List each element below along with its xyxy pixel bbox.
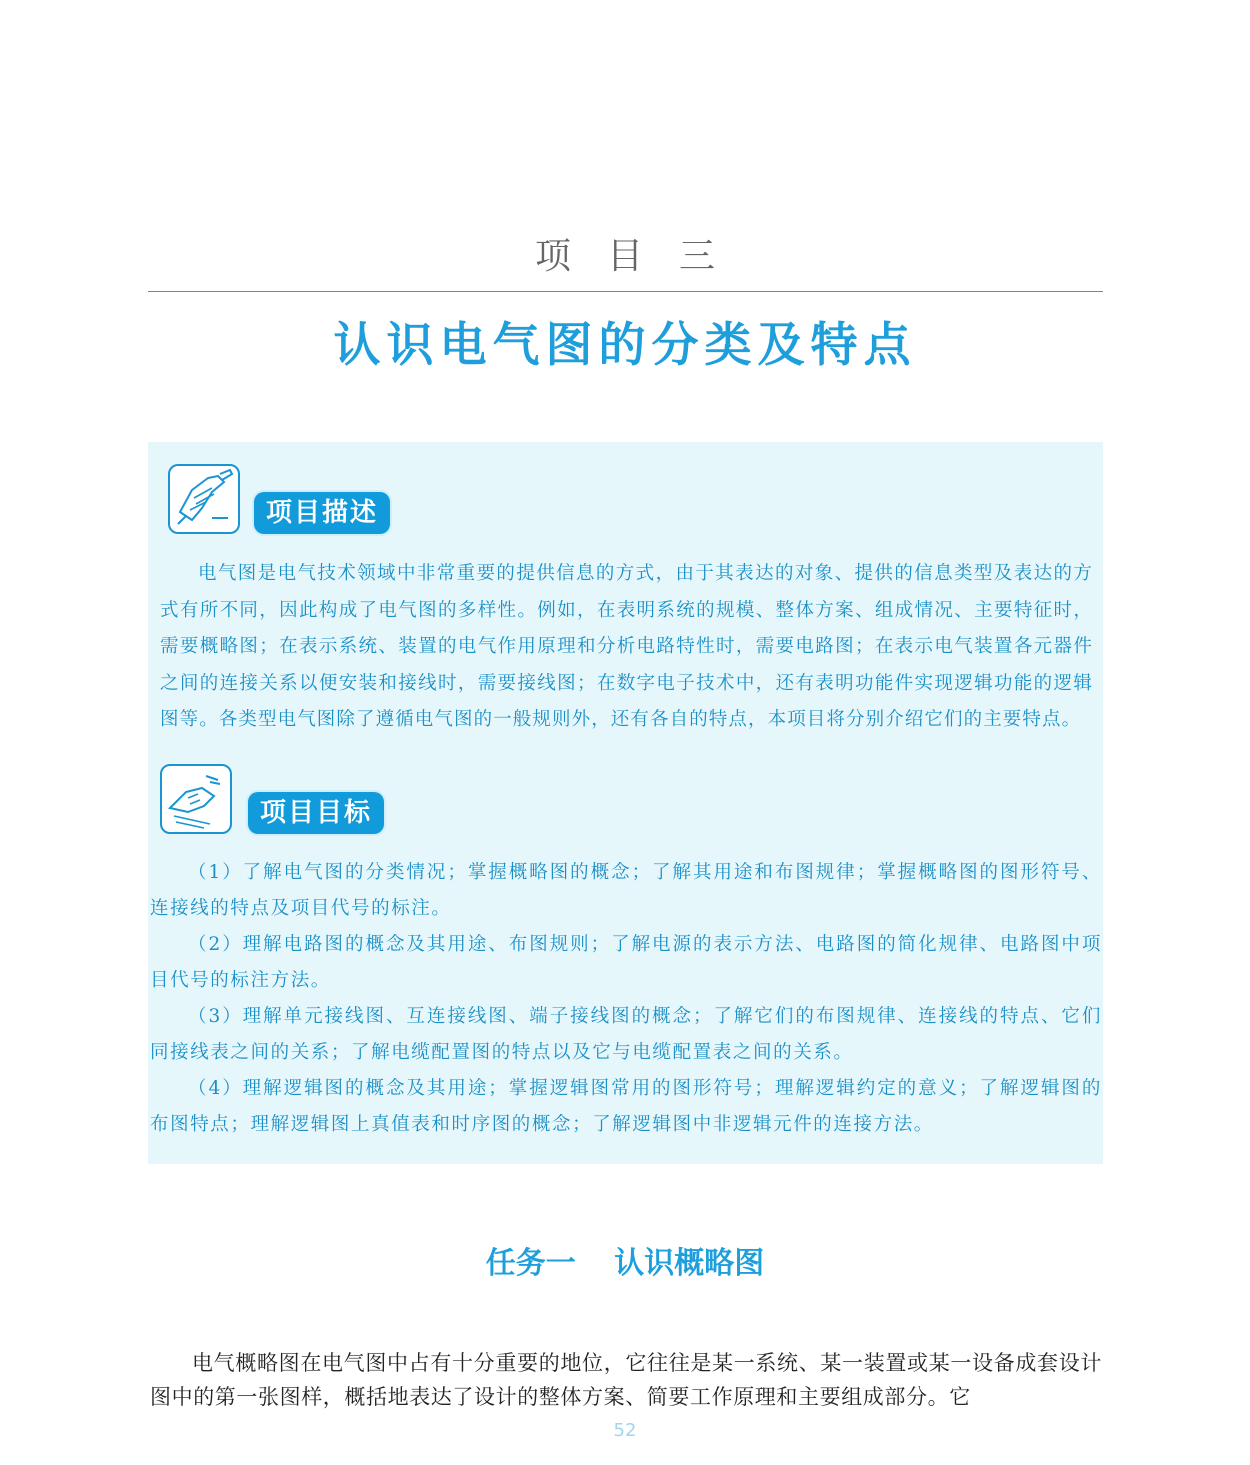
- body-paragraph: 电气概略图在电气图中占有十分重要的地位，它往往是某一系统、某一装置或某一设备成套设计图中的第一张图样，概括地表达了设计的整体方案、简要工作原理和主要组成部分。它: [150, 1351, 1102, 1409]
- hand-writing-icon: [168, 464, 240, 534]
- description-heading: [168, 464, 390, 534]
- task-title: 任务一 认识概略图: [485, 1246, 765, 1281]
- goal-item: （3）理解单元接线图、互连接线图、端子接线图的概念；了解它们的布图规律、连接线的特点、它们同接线表之间的关系；了解电缆配置图的特点以及它与电缆配置表之间的关系。: [150, 1006, 1102, 1063]
- description-text: 电气图是电气技术领域中非常重要的提供信息的方式，由于其表达的对象、提供的信息类型及表达的方式有所不同，因此构成了电气图的多样性。例如，在表明系统的规模、整体方案、组成情况、主要特征时，需要概略图；在表示系统、装置的电气作用原理和分析电路特性时，需要电路图；在表示电气装置各元器件之间的连接关系以便安装和接线时，需要接线图；在数字电子技术中，还有表明功能件实现逻辑功能的逻辑图等。各类型电气图除了遵循电气图的一般规则外，还有各自的特点，本项目将分别介绍它们的主要特点。: [160, 563, 1093, 730]
- title-divider: [148, 291, 1103, 292]
- page-number: 52: [613, 1420, 637, 1441]
- hand-pen-icon: [160, 764, 232, 834]
- description-heading-label: 项目描述: [254, 492, 390, 534]
- goal-item: （2）理解电路图的概念及其用途、布图规则；了解电源的表示方法、电路图的简化规律、电路图中项目代号的标注方法。: [150, 934, 1102, 991]
- project-number: 项目三: [534, 236, 751, 277]
- goals-heading: [160, 764, 384, 834]
- page-title: 认识电气图的分类及特点: [333, 318, 917, 373]
- goals-list: [150, 855, 1102, 1143]
- goals-heading-label: 项目目标: [248, 792, 384, 834]
- goal-item: （1）了解电气图的分类情况；掌握概略图的概念；了解其用途和布图规律；掌握概略图的图形符号、连接线的特点及项目代号的标注。: [150, 862, 1102, 919]
- goal-item: （4）理解逻辑图的概念及其用途；掌握逻辑图常用的图形符号；理解逻辑约定的意义；了解逻辑图的布图特点；理解逻辑图上真值表和时序图的概念；了解逻辑图中非逻辑元件的连接方法。: [150, 1078, 1102, 1135]
